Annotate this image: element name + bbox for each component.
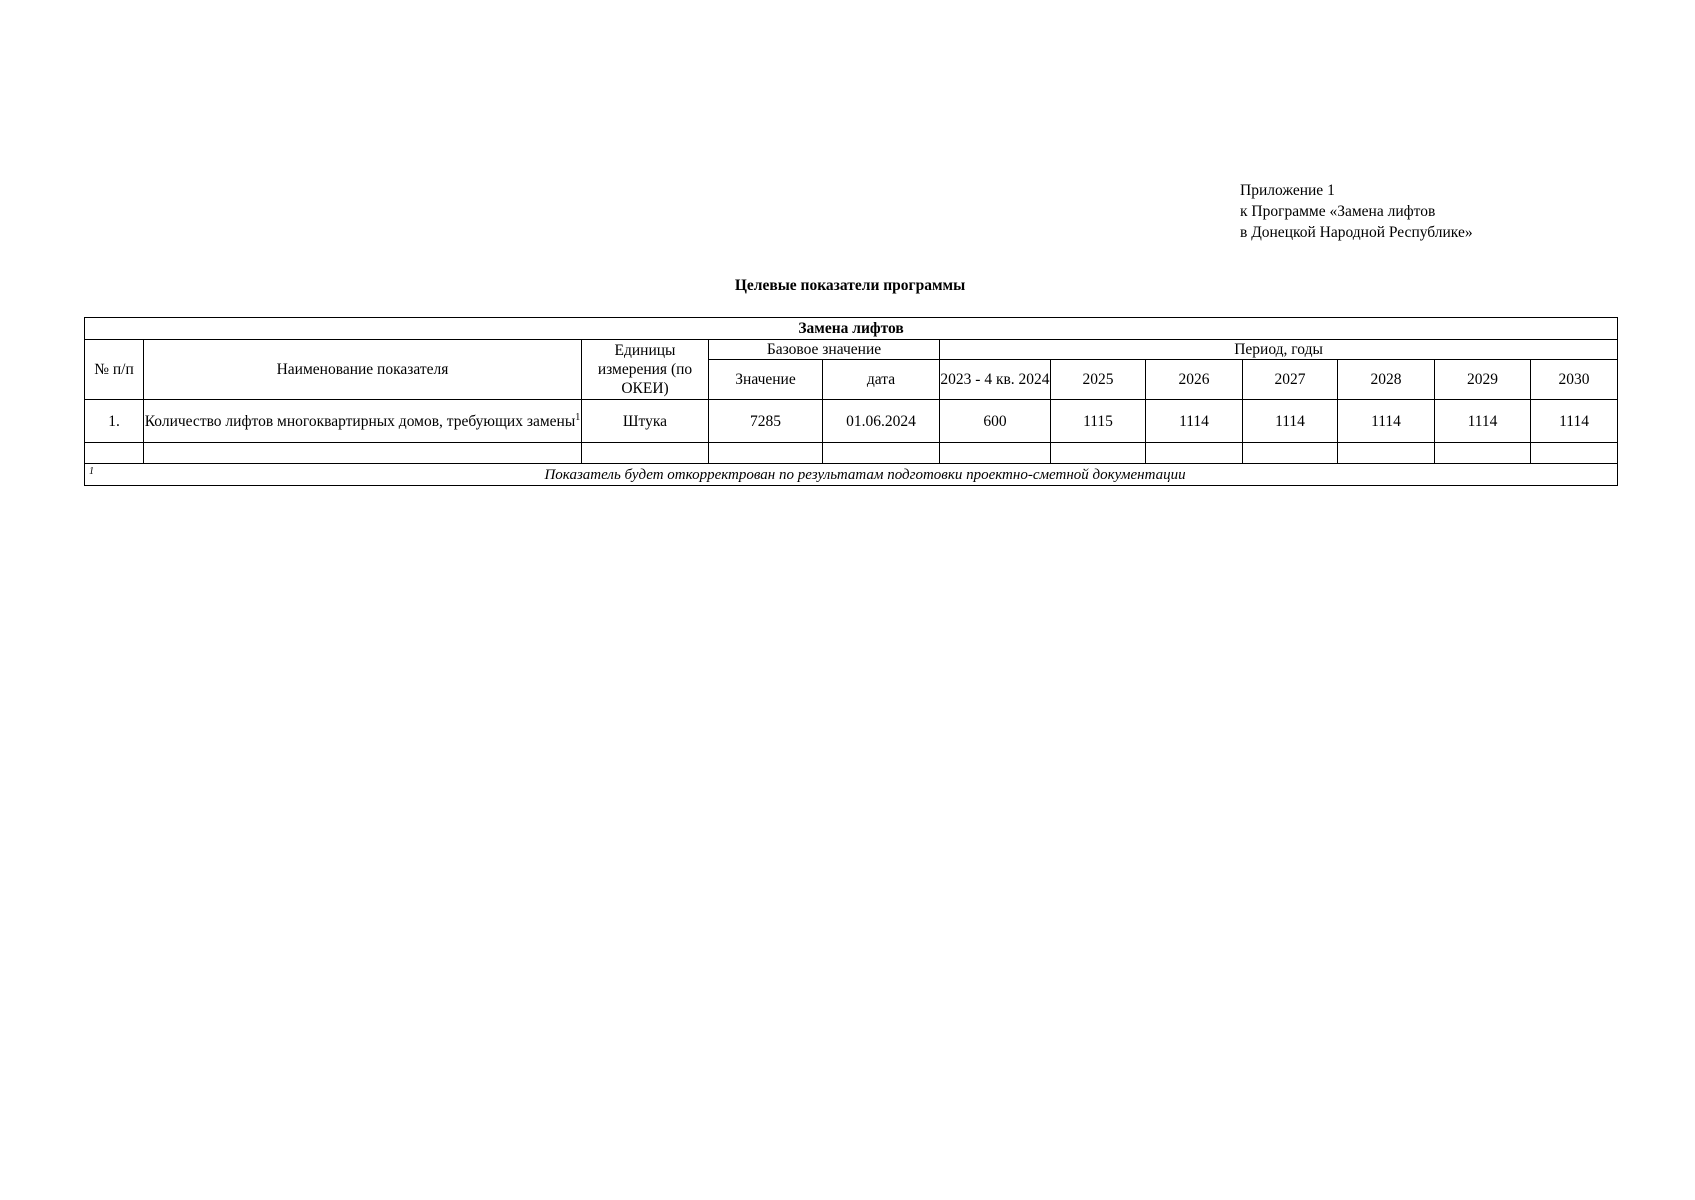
row-value-2026: 1114: [1146, 400, 1243, 443]
header-period-2029: 2029: [1435, 360, 1531, 400]
row-value-2023-2024: 600: [940, 400, 1051, 443]
header-period-2025: 2025: [1051, 360, 1146, 400]
header-base: Базовое значение: [709, 340, 940, 360]
empty-cell: [582, 443, 709, 464]
header-number: № п/п: [85, 340, 144, 400]
empty-cell: [940, 443, 1051, 464]
row-value-2030: 1114: [1531, 400, 1618, 443]
empty-cell: [85, 443, 144, 464]
header-period-2028: 2028: [1338, 360, 1435, 400]
empty-cell: [1146, 443, 1243, 464]
table-row: [85, 400, 1618, 443]
header-period-2030: 2030: [1531, 360, 1618, 400]
row-value-2027: 1114: [1243, 400, 1338, 443]
row-name-cell: [144, 400, 582, 443]
row-value-2025: 1115: [1051, 400, 1146, 443]
footnote-cell: [85, 464, 1618, 486]
header-period-2023-2024: 2023 - 4 кв. 2024: [940, 360, 1051, 400]
header-period-2026: 2026: [1146, 360, 1243, 400]
appendix-line-3: в Донецкой Народной Республике»: [1240, 224, 1473, 241]
empty-cell: [823, 443, 940, 464]
row-unit: Штука: [582, 400, 709, 443]
empty-cell: [1531, 443, 1618, 464]
row-number: 1.: [85, 400, 144, 443]
header-base-value: Значение: [709, 360, 823, 400]
empty-cell: [1435, 443, 1531, 464]
appendix-line-1: Приложение 1: [1240, 182, 1335, 199]
indicators-table: [84, 317, 1618, 486]
footnote-mark: 1: [89, 466, 94, 477]
empty-cell: [144, 443, 582, 464]
empty-cell: [1243, 443, 1338, 464]
footnote-row: [85, 464, 1618, 486]
header-name: Наименование показателя: [144, 340, 582, 400]
footnote-text: Показатель будет откорректрован по результатам подготовки проектно-сметной документации: [544, 466, 1186, 483]
header-period-2027: 2027: [1243, 360, 1338, 400]
row-base-value: 7285: [709, 400, 823, 443]
row-base-date: 01.06.2024: [823, 400, 940, 443]
header-period: Период, годы: [940, 340, 1618, 360]
row-value-2029: 1114: [1435, 400, 1531, 443]
empty-cell: [1338, 443, 1435, 464]
document-title: Целевые показатели программы: [734, 277, 966, 294]
empty-cell: [709, 443, 823, 464]
appendix-note: [1240, 180, 1473, 243]
row-name: Количество лифтов многоквартирных домов, требующих замены: [144, 412, 576, 430]
appendix-line-2: к Программе «Замена лифтов: [1240, 203, 1436, 220]
header-units: Единицы измерения (по ОКЕИ): [582, 340, 709, 400]
empty-cell: [1051, 443, 1146, 464]
footnote-ref: 1: [575, 411, 581, 423]
row-value-2028: 1114: [1338, 400, 1435, 443]
section-title: Замена лифтов: [85, 318, 1618, 340]
empty-row: [85, 443, 1618, 464]
header-base-date: дата: [823, 360, 940, 400]
